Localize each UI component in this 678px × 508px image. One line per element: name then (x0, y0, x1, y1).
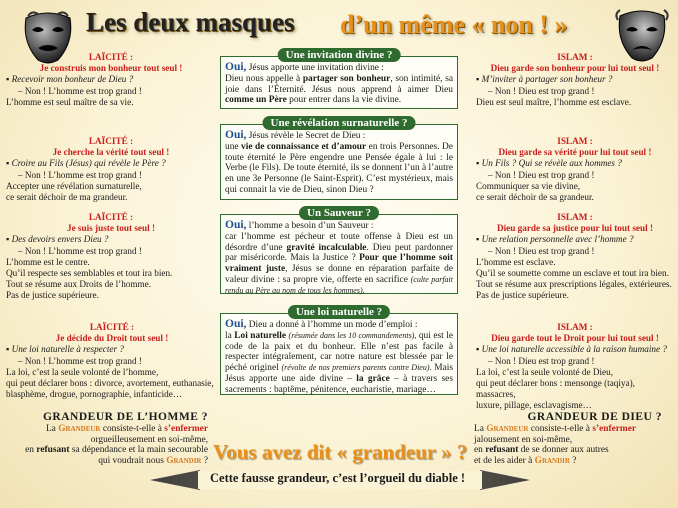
islam-no: – Non ! Dieu est trop grand ! (488, 85, 595, 96)
islam-line: ce serait déchoir de sa grandeur. (476, 192, 594, 203)
grandeur-word: Grandeur (486, 424, 529, 434)
islam-block-3 (476, 212, 674, 302)
laicite-line: Pas de justice supérieure. (6, 290, 99, 301)
box-emphasis: partager son bonheur (302, 73, 391, 84)
grandeur-word: Grandeur (58, 424, 101, 434)
laicite-slogan: Je suis juste tout seul ! (66, 223, 156, 234)
islam-line: L’homme est esclave. (476, 256, 556, 267)
grandeur-text: jalousement en soi-même, (474, 434, 573, 445)
grandeur-word: Grandir (534, 455, 570, 466)
grandeur-text: consiste-t-elle à (528, 424, 593, 434)
box-note: (résumée dans les 10 commandements), (288, 330, 417, 340)
islam-slogan: Dieu garde sa justice pour lui tout seul ! (496, 223, 654, 234)
box-text: qui est le code de la paix et du bonheur. Elle n’est pas facile à respecter intégralement, car notre nature est blessée par le péché originel (225, 330, 453, 374)
grandeur-homme-heading: GRANDEUR DE L’HOMME ? (42, 411, 208, 423)
box-note: (révolte de nos premiers parents contre Dieu). (281, 363, 432, 373)
box-text: Jésus apporte une invitation divine : (246, 63, 384, 73)
title-part-1: Les deux masques (86, 7, 295, 37)
grandeur-text: en (474, 445, 486, 456)
laicite-no: – Non ! L’homme est trop grand ! (18, 355, 142, 366)
box-text: , Jésus se donne en réparation parfaite de valeur divine : sa propre vie, offerte en sacrifice (225, 264, 453, 285)
box-emphasis: vie de connaissance et d’amour (241, 141, 367, 152)
box-text: Dieu a donné à l’homme un mode d’emploi : (246, 320, 418, 330)
box-revelation-surnaturelle (220, 117, 458, 200)
box-text: . Dieu peut pardonner par miséricorde. Mais la Justice ? (225, 242, 453, 264)
box-emphasis: comme un Père (225, 95, 287, 106)
laicite-no: – Non ! L’homme est trop grand ! (18, 169, 142, 180)
grandeur-text: et de les aider à (474, 455, 535, 466)
oui-word: Oui, (225, 61, 247, 73)
box-text: – à travers ses sacrements : baptême, pénitence, eucharistie, mariage… (225, 373, 453, 395)
box-invitation-divine (220, 49, 458, 109)
box-text: car l’homme est pécheur et toute offense à Dieu est un désordre d’une (225, 231, 453, 253)
box-emphasis: gravité incalculable (286, 242, 367, 253)
oui-word: Oui, (225, 219, 247, 231)
laicite-question: ▪ Recevoir mon bonheur de Dieu ? (6, 74, 216, 85)
title-part-2: d’un même « non ! » (340, 10, 568, 39)
box-text: Dieu nous appelle à (225, 73, 303, 84)
laicite-slogan: Je construis mon bonheur tout seul ! (39, 63, 183, 74)
islam-block-1 (476, 52, 674, 108)
laicite-block-1 (6, 52, 216, 108)
laicite-line: Qu’il respecte ses semblables et tout ira bien. (6, 268, 173, 279)
islam-question: ▪ Un Fils ? Qui se révèle aux hommes ? (476, 158, 674, 169)
islam-block-2 (476, 136, 674, 203)
grandeur-text: La (474, 424, 487, 434)
box-text: une (225, 141, 242, 152)
islam-line: Tout se résume aux prescriptions légales, extérieures. (476, 279, 672, 290)
bottom-line: Cette fausse grandeur, c’est l’orgueil du diable ! (210, 471, 466, 485)
laicite-label: LAÏCITÉ : (88, 52, 134, 62)
islam-slogan: Dieu garde sa vérité pour lui tout seul ! (498, 147, 652, 158)
laicite-line: Accepter une révélation surnaturelle, (6, 180, 142, 191)
islam-no: – Non ! Dieu est trop grand ! (488, 169, 595, 180)
laicite-line: La loi, c’est la seule volonté de l’homme, (6, 366, 159, 377)
box-text: pour entrer dans la vie divine. (286, 95, 402, 106)
grandeur-homme-block (8, 411, 208, 466)
box-text: Mais Jésus apporte une aide divine – (225, 363, 454, 384)
grandeur-text: de se donner aux autres (518, 445, 609, 456)
laicite-label: LAÏCITÉ : (88, 136, 134, 146)
islam-line: luxure, pillage, esclavagisme… (476, 400, 592, 411)
box-note: (culte parfait rendu au Père au nom de tous les hommes). (225, 274, 453, 295)
laicite-line: L’homme est le centre. (6, 256, 90, 267)
laicite-line: Tout se résume aux Droits de l’homme. (6, 279, 152, 290)
islam-line: Communiquer sa vie divine, (476, 180, 581, 191)
islam-line: Pas de justice supérieure. (476, 290, 569, 301)
grandeur-text: orgueilleusement en soi-même, (90, 434, 208, 445)
laicite-question: ▪ Des devoirs envers Dieu ? (6, 234, 216, 245)
oui-word: Oui, (225, 129, 247, 141)
laicite-slogan: Je décide du Droit tout seul ! (55, 333, 169, 344)
center-question: Vous avez dit « grandeur » ? (213, 440, 468, 464)
islam-label: ISLAM : (557, 212, 593, 222)
grandeur-text: qui voudrait nous (98, 455, 167, 466)
box-title: Un Sauveur ? (299, 206, 379, 220)
islam-line: qui peut déclarer bons : mensonge (taqiya), massacres, (476, 378, 635, 400)
islam-label: ISLAM : (557, 52, 593, 62)
grandeur-text: consiste-t-elle à (100, 424, 165, 434)
laicite-block-3 (6, 212, 216, 302)
grandeur-text: ? (569, 455, 577, 466)
laicite-label: LAÏCITÉ : (89, 322, 135, 332)
laicite-block-4 (6, 322, 218, 400)
islam-question: ▪ M’inviter à partager son bonheur ? (476, 74, 674, 85)
grandeur-text: La (45, 424, 59, 434)
box-text: Jésus révèle le Secret de Dieu : (246, 131, 366, 141)
box-text: l’homme a besoin d’un Sauveur : (246, 221, 374, 231)
grandeur-emphasis: refusant (36, 445, 70, 456)
box-text: la (225, 330, 235, 341)
grandeur-text: ? (201, 455, 208, 466)
box-emphasis: la grâce (356, 373, 390, 384)
box-sauveur (220, 207, 458, 295)
laicite-question: ▪ Croire au Fils (Jésus) qui révèle le Père ? (6, 158, 216, 169)
laicite-no: – Non ! L’homme est trop grand ! (18, 245, 142, 256)
islam-label: ISLAM : (557, 322, 593, 332)
grandeur-text: en (25, 445, 37, 456)
laicite-line: qui peut déclarer bons : divorce, avortement, euthanasie, (6, 378, 214, 389)
islam-block-4 (476, 322, 674, 412)
laicite-label: LAÏCITÉ : (88, 212, 134, 222)
islam-line: Qu’il se soumette comme un esclave et tout ira bien. (476, 268, 669, 279)
grandeur-text: sa dépendance et la main secourable (69, 445, 208, 456)
islam-slogan: Dieu garde son bonheur pour lui tout seul ! (490, 63, 660, 74)
islam-no: – Non ! Dieu est trop grand ! (488, 355, 595, 366)
box-title: Une révélation surnaturelle ? (263, 116, 416, 130)
oui-word: Oui, (225, 318, 247, 330)
box-text: , son intimité, sa joie dans l’Éternité. Jésus nous apprend à aimer Dieu (225, 73, 453, 95)
box-title: Une invitation divine ? (278, 48, 401, 62)
grandeur-word: Grandir (166, 455, 202, 466)
grandeur-emphasis: s’enfermer (592, 424, 637, 434)
laicite-line: ce serait déchoir de ma grandeur. (6, 192, 128, 203)
laicite-line: L’homme est seul maître de sa vie. (6, 96, 134, 107)
box-title: Une loi naturelle ? (288, 305, 390, 319)
grandeur-dieu-heading: GRANDEUR DE DIEU ? (527, 411, 662, 423)
islam-question: ▪ Une loi naturelle accessible à la raison humaine ? (476, 344, 674, 355)
box-emphasis: Loi naturelle (234, 330, 287, 341)
grandeur-emphasis: refusant (485, 445, 519, 456)
box-loi-naturelle (220, 306, 458, 395)
islam-label: ISLAM : (557, 136, 593, 146)
grandeur-dieu-block (474, 411, 674, 466)
laicite-block-2 (6, 136, 216, 203)
laicite-question: ▪ Une loi naturelle à respecter ? (6, 344, 218, 355)
islam-question: ▪ Une relation personnelle avec l’homme ? (476, 234, 674, 245)
laicite-line: blasphème, drogue, pornographie, infanticide… (6, 389, 183, 400)
islam-no: – Non ! Dieu est trop grand ! (488, 245, 595, 256)
islam-line: La loi, c’est la seule volonté de Dieu, (476, 366, 614, 377)
islam-slogan: Dieu garde tout le Droit pour lui tout seul ! (491, 333, 659, 344)
grandeur-emphasis: s’enfermer (164, 424, 208, 434)
laicite-no: – Non ! L’homme est trop grand ! (18, 85, 142, 96)
islam-line: Dieu est seul maître, l’homme est esclave. (476, 96, 632, 107)
laicite-slogan: Je cherche la vérité tout seul ! (52, 147, 170, 158)
box-text: en trois Personnes. De toute éternité le Père engendre une Pensée égale à lui : le Verbe (le Fils). De toute éternité, ils se donnent l’un à l’autre en une 3e Personne (le Saint-Esprit). C’est mystérieux, mais qui connait la vie de Dieu, sinon Dieu ? (225, 141, 453, 195)
box-emphasis: Pour que l’homme soit vraiment juste (225, 253, 453, 275)
